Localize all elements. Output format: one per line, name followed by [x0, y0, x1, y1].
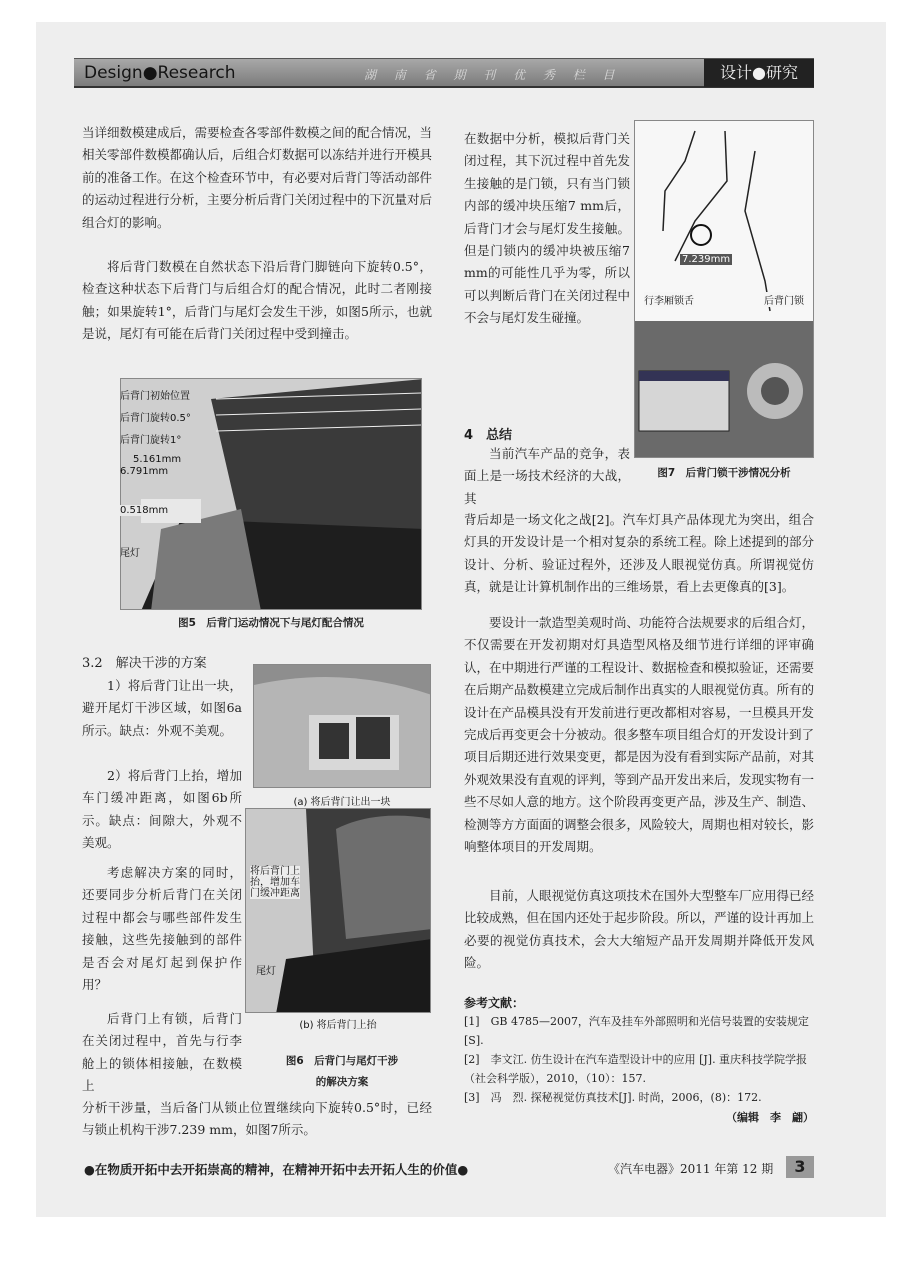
right-para-2b: 背后却是一场文化之战[2]。汽车灯具产品体现尤为突出，组合灯具的开发设计是一个相对复杂的系统工程。除上述提到的部分设计、分析、验证过程外，还涉及人眼视觉仿真。所谓视觉仿真，就是让计算机制作出的三维场景，看上去更像真的[3]。	[464, 512, 815, 595]
reference-3: [3] 冯 烈. 探秘视觉仿真技术[J]. 时尚，2006，(8)：172.	[464, 1091, 762, 1104]
figure-6a-subcaption: (a) 将后背门让出一块	[293, 797, 391, 808]
fig6b-annotation: 将后背门上抬，增加车门缓冲距离	[250, 866, 300, 899]
figure-6b-image	[245, 808, 431, 1013]
fig5-label-initial: 后背门初始位置	[120, 391, 190, 402]
left-solution-1: 1）将后背门让出一块，避开尾灯干涉区域，如图6a所示。缺点：外观不美观。	[82, 678, 242, 738]
right-para-3: 要设计一款造型美观时尚、功能符合法规要求的后组合灯，不仅需要在开发初期对灯具造型风格及细节进行详细的评审确认，在中期进行严谨的工程设计、数据检查和模拟验证，还需要在后期产品数模建立完成后制作出真实的人眼视觉仿真。所有的设计在产品模具没有开发前进行更改都相对容易，一旦模具开发完成后再变更会十分被动。很多整车项目组合灯的开发设计到了项目后期还进行效果变更，都是因为没有看到实际产品前，对其外观效果没有直观的评判，等到产品开发出来后，发现实物有一些不尽如人意的地方。这个阶段再变更产品，涉及生产、制造、检测等方方面面的调整会很多，风险较大，周期也相对较长，影响整体项目的开发周期。	[464, 615, 815, 855]
reference-2: [2] 李文江. 仿生设计在汽车造型设计中的应用 [J]. 重庆科技学院学报（社会科学版），2010，（10）：157.	[464, 1053, 808, 1085]
header-right-title: 设计●研究	[704, 59, 814, 87]
fig5-label-0518: 0.518mm	[120, 505, 169, 516]
figure-6-caption-line2: 的解决方案	[315, 1076, 369, 1088]
left-solution-2: 2）将后背门上抬，增加车门缓冲距离，如图6b所示。缺点：间隙大，外观不美观。	[82, 768, 242, 851]
right-para-1: 在数据中分析，模拟后背门关闭过程，其下沉过程中首先发生接触的是门锁，只有当门锁内部的缓冲块压缩7 mm后，后背门才会与尾灯发生接触。但是门锁内的缓冲块被压缩7 mm的可能性几乎为零，所以可以判断后背门在关闭过程中不会与尾灯发生碰撞。	[464, 131, 630, 326]
fig6b-label-taillight: 尾灯	[256, 966, 276, 977]
section-3-2-heading: 3.2 解决干涉的方案	[82, 656, 207, 671]
left-para-1: 当详细数模建成后，需要检查各零部件数模之间的配合情况，当相关零部件数模都确认后，后组合灯数据可以冻结并进行开模具前的准备工作。在这个检查环节中，有必要对后背门等活动部件的运动过程进行分析，主要分析后背门关闭过程中的下沉量对后组合灯的影响。	[82, 125, 433, 230]
fig5-label-6791: 6.791mm	[120, 466, 169, 477]
figure-7-image	[634, 120, 814, 458]
fig5-label-rot1: 后背门旋转1°	[120, 435, 182, 446]
editor-credit: （编辑 李 翩）	[726, 1111, 814, 1124]
left-solution-3: 考虑解决方案的同时，还要同步分析后背门在关闭过程中都会与哪些部件发生接触，这些先接触到的部件是否会对尾灯起到保护作用？	[82, 865, 242, 993]
left-solution-5: 分析干涉量，当后备门从锁止位置继续向下旋转0.5°时，已经与锁止机构干涉7.239 mm，如图7所示。	[82, 1100, 432, 1138]
references-title: 参考文献：	[464, 996, 525, 1010]
fig5-label-rot05: 后背门旋转0.5°	[120, 413, 191, 424]
figure-6a-drawing	[254, 665, 431, 788]
page-number: 3	[786, 1156, 814, 1178]
header-middle-title: 湖 南 省 期 刊 优 秀 栏 目	[364, 68, 622, 82]
fig5-label-5161: 5.161mm	[133, 454, 182, 465]
right-para-2a: 当前汽车产品的竞争，表面上是一场技术经济的大战，其	[464, 446, 630, 506]
fig7-label-door-lock: 后背门锁	[764, 292, 804, 307]
header-left-title: Design●Research	[84, 63, 236, 83]
fig7-label-trunk-latch: 行李厢锁舌	[644, 292, 694, 307]
figure-6b-subcaption: (b) 将后背门上抬	[299, 1020, 377, 1031]
figure-7-drawing	[635, 121, 814, 458]
reference-1: [1] GB 4785—2007，汽车及挂车外部照明和光信号装置的安装规定[S].	[464, 1015, 809, 1047]
left-para-2: 将后背门数模在自然状态下沿后背门脚链向下旋转0.5°，检查这种状态下后背门与后组合灯的配合情况，此时二者刚接触；如果旋转1°，后背门与尾灯会发生干涉，如图5所示，也就是说，尾灯有可能在后背门关闭过程中受到撞击。	[82, 259, 432, 342]
figure-6-caption-line1: 图6 后背门与尾灯干涉	[285, 1055, 399, 1067]
figure-6b-drawing	[246, 809, 431, 1013]
fig5-label-taillight: 尾灯	[120, 548, 140, 559]
left-solution-4: 后背门上有锁，后背门在关闭过程中，首先与行李舱上的锁体相接触，在数模上	[82, 1011, 242, 1094]
figure-5-caption: 图5 后背门运动情况下与尾灯配合情况	[178, 617, 364, 629]
figure-6a-image	[253, 664, 431, 788]
running-header	[74, 58, 814, 88]
right-para-4: 目前，人眼视觉仿真这项技术在国外大型整车厂应用得已经比较成熟，但在国内还处于起步阶段。所以，严谨的设计再加上必要的视觉仿真技术，会大大缩短产品开发周期并降低开发风险。	[464, 888, 815, 971]
section-4-heading: 4 总结	[464, 428, 513, 443]
figure-7-caption: 图7 后背门锁干涉情况分析	[657, 467, 791, 479]
footer-slogan: ●在物质开拓中去开拓崇高的精神，在精神开拓中去开拓人生的价值●	[84, 1162, 469, 1177]
fig7-measure-label: 7.239mm	[682, 254, 731, 265]
footer-journal-issue: 《汽车电器》2011 年第 12 期	[608, 1162, 774, 1176]
